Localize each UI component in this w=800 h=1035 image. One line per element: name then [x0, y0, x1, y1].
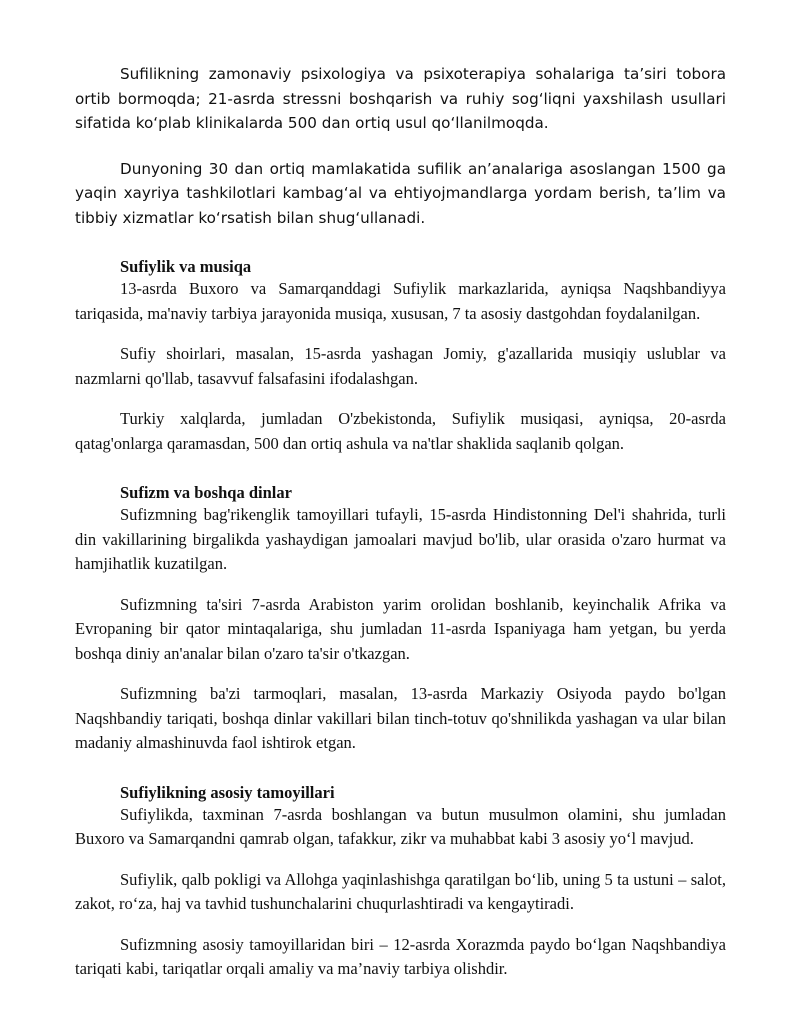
section-heading-music: Sufiylik va musiqa — [120, 257, 252, 276]
intro-paragraph-2: Dunyoning 30 dan ortiq mamlakatida sufilik an’analariga asoslangan 1500 ga yaqin xayriya tashkilotlari kambag‘al va ehtiyojmandlarga yordam berish, ta’lim va tibbiy xizmatlar ko‘rsatish bilan shug‘ullanadi. — [75, 159, 726, 227]
principles-paragraph-3: Sufizmning asosiy tamoyillaridan biri – 12-asrda Xorazmda paydo bo‘lgan Naqshbandiya tariqati kabi, tariqatlar orqali amaliy va ma’naviy tarbiya olishdir. — [75, 934, 726, 978]
section-heading-other-religions: Sufizm va boshqa dinlar — [120, 483, 292, 502]
music-paragraph-3: Turkiy xalqlarda, jumladan O'zbekistonda, Sufiylik musiqasi, ayniqsa, 20-asrda qatag'onlarga qaramasdan, 500 dan ortiq ashula va na'tlar shaklida saqlanib qolgan. — [75, 409, 726, 453]
music-paragraph-1: 13-asrda Buxoro va Samarqanddagi Sufiylik markazlarida, ayniqsa Naqshbandiyya tariqasida, ma'naviy tarbiya jarayonida musiqa, xususan, 7 ta asosiy dastgohdan foydalanilgan. — [75, 279, 726, 323]
religions-paragraph-1: Sufizmning bag'rikenglik tamoyillari tufayli, 15-asrda Hindistonning Del'i shahrida, turli din vakillarining birgalikda yashaydigan jamoalari mavjud bo'lib, ular orasida o'zaro hurmat va hamjihatlik kuzatilgan. — [75, 505, 726, 573]
principles-paragraph-2: Sufiylik, qalb pokligi va Allohga yaqinlashishga qaratilgan bo‘lib, uning 5 ta ustuni – salot, zakot, ro‘za, haj va tavhid tushunchalarini chuqurlashtiradi va kengaytiradi. — [75, 869, 726, 913]
religions-paragraph-3: Sufizmning ba'zi tarmoqlari, masalan, 13-asrda Markaziy Osiyoda paydo bo'lgan Naqshbandiy tariqati, boshqa dinlar vakillari bilan tinch-totuv qo'shnilikda yashagan va ular bilan madaniy almashinuvda faol ishtirok etgan. — [75, 684, 726, 752]
intro-paragraph-1: Sufilikning zamonaviy psixologiya va psixoterapiya sohalariga ta’siri tobora ortib bormoqda; 21-asrda stressni boshqarish va ruhiy sog‘liqni yaxshilash usullari sifatida ko‘plab klinikalarda 500 dan ortiq usul qo‘llanilmoqda. — [75, 65, 726, 132]
document-page — [75, 62, 726, 982]
section-heading-principles: Sufiylikning asosiy tamoyillari — [120, 782, 335, 802]
music-paragraph-2: Sufiy shoirlari, masalan, 15-asrda yashagan Jomiy, g'azallarida musiqiy uslublar va nazmlarni qo'llab, tasavvuf falsafasini ifodalashgan. — [75, 344, 726, 388]
principles-paragraph-1: Sufiylikda, taxminan 7-asrda boshlangan va butun musulmon olamini, shu jumladan Buxoro va Samarqandni qamrab olgan, tafakkur, zikr va muhabbat kabi 3 asosiy yo‘l mavjud. — [75, 804, 726, 848]
religions-paragraph-2: Sufizmning ta'siri 7-asrda Arabiston yarim orolidan boshlanib, keyinchalik Afrika va Evropaning bir qator mintaqalariga, shu jumladan 11-asrda Ispaniyaga ham yetgan, bu yerda boshqa diniy an'analar bilan o'zaro ta'sir o'tkazgan. — [75, 594, 726, 663]
